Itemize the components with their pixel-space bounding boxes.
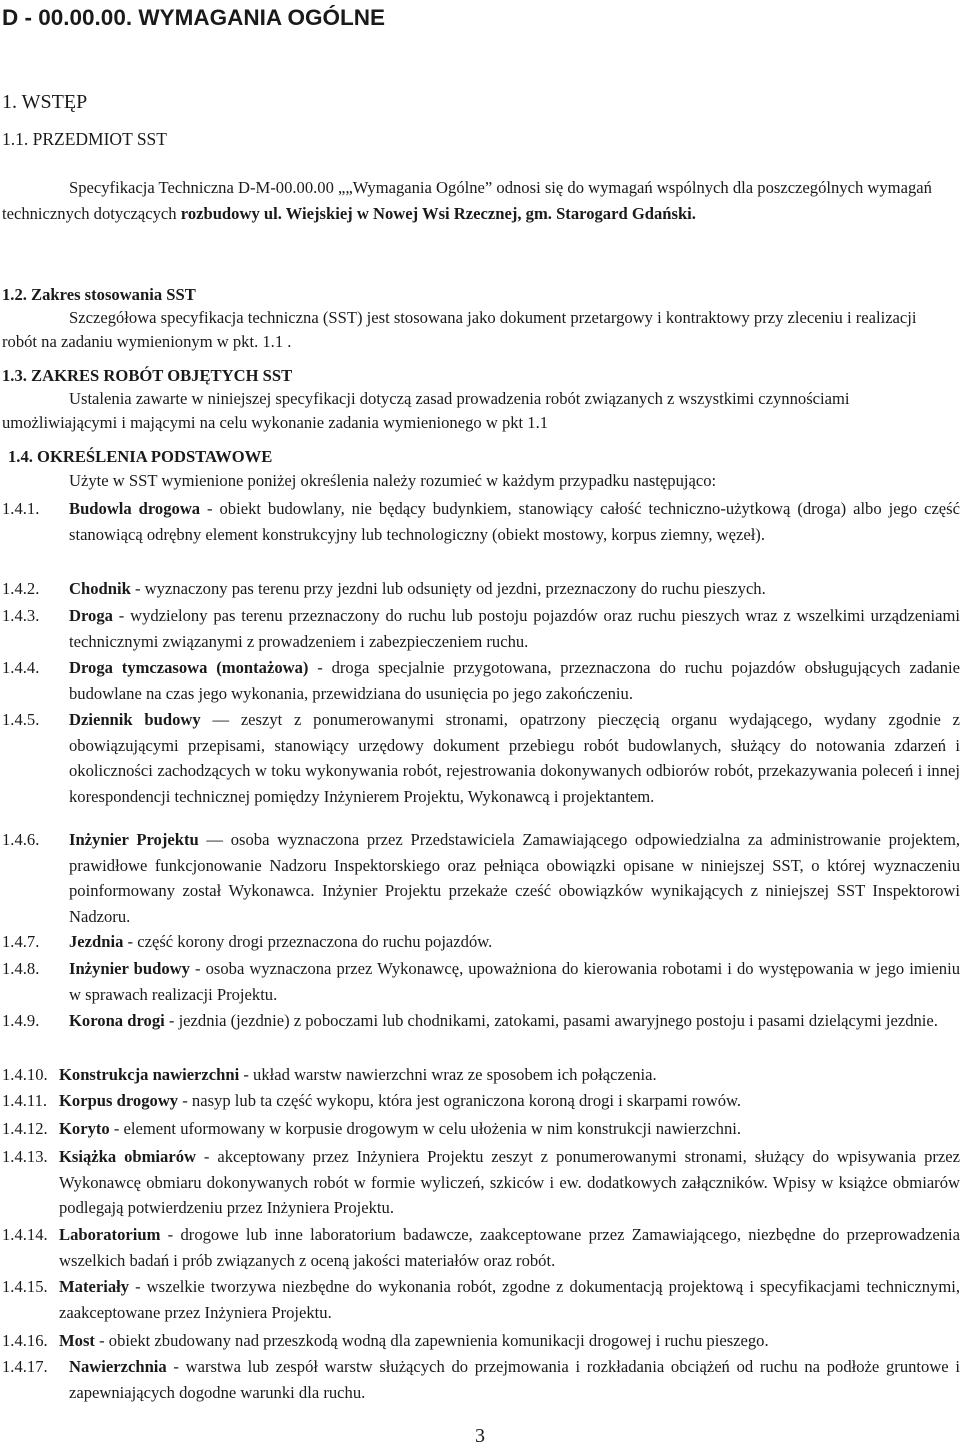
definition-item xyxy=(2,1116,960,1142)
definition-term: Inżynier budowy xyxy=(69,959,190,978)
section-1-4-text: Użyte w SST wymienione poniżej określenia należy rozumieć w każdym przypadku następująco: xyxy=(69,471,717,490)
definition-number: 1.4.17. xyxy=(2,1357,48,1376)
definition-number: 1.4.11. xyxy=(2,1091,48,1110)
definition-term: Chodnik xyxy=(69,579,131,598)
definition-number: 1.4.12. xyxy=(2,1119,48,1138)
definition-body xyxy=(69,496,960,547)
definition-term: Droga tymczasowa (montażowa) xyxy=(69,658,309,677)
definition-number: 1.4.4. xyxy=(2,658,40,677)
definition-number: 1.4.15. xyxy=(2,1277,48,1296)
page-number: 3 xyxy=(475,1425,485,1447)
definition-item xyxy=(2,655,960,706)
definition-term: Dziennik budowy xyxy=(69,710,201,729)
section-heading: 1. WSTĘP xyxy=(2,91,88,113)
definition-text: - jezdnia (jezdnie) z poboczami lub chodnikami, zatokami, pasami awaryjnego postoju i pasami dzielącymi jezdnie. xyxy=(164,1011,938,1030)
definition-term: Inżynier Projektu xyxy=(69,830,199,849)
definition-body xyxy=(69,603,960,654)
definition-text: — zeszyt z ponumerowanymi stronami, opatrzony pieczęcią organu wydającego, wydany zgodnie z obowiązującymi przepisami, stanowiący urzędowy dokument przebiegu robót budowlanych, służący do notowania zdarzeń i okoliczności zachodzących w toku wykonywania robót, rejestrowania dokonywanych odbiorów robót, przekazywania poleceń i innej korespondencji technicznej pomiędzy Inżynierem Projektu, Wykonawcą i projektantem. xyxy=(69,710,960,806)
definition-term: Nawierzchnia xyxy=(69,1357,167,1376)
section-1-3-text: Ustalenia zawarte w niniejszej specyfikacji dotyczą zasad prowadzenia robót związanych z wszystkimi czynnościami umożliwiającymi i mającymi na celu wykonanie zadania wymienionego w pkt 1.1 xyxy=(2,389,850,432)
definition-body xyxy=(59,1088,960,1114)
section-1-3-heading: 1.3. ZAKRES ROBÓT OBJĘTYCH SST xyxy=(2,366,293,385)
definition-text: - obiekt budowlany, nie będący budynkiem, stanowiący całość techniczno-użytkową (droga) albo jego część stanowiącą odrębny element konstrukcyjny lub technologiczny (obiekt mostowy, korpus ziemny, węzeł). xyxy=(69,499,960,544)
definition-item xyxy=(2,576,960,602)
definition-term: Budowla drogowa xyxy=(69,499,201,518)
definition-item xyxy=(2,1328,960,1354)
definition-term: Korpus drogowy xyxy=(59,1091,179,1110)
definition-term: Jezdnia xyxy=(69,932,124,951)
definition-text: - akceptowany przez Inżyniera Projektu zeszyt z ponumerowanymi stronami, służący do wpisywania przez Wykonawcę obmiaru dokonywanych robót w formie wyliczeń, szkiców i ew. dodatkowych załączników. Wpisy w książce obmiarów podlegają potwierdzeniu przez Inżyniera Projektu. xyxy=(59,1147,960,1217)
definition-body xyxy=(59,1328,960,1354)
definition-item xyxy=(2,1274,960,1325)
definition-item xyxy=(2,1088,960,1114)
definition-item xyxy=(2,1354,960,1405)
definition-item xyxy=(2,707,960,809)
definition-number: 1.4.3. xyxy=(2,606,40,625)
definition-term: Konstrukcja nawierzchni xyxy=(59,1065,240,1084)
definition-text: - obiekt zbudowany nad przeszkodą wodną dla zapewnienia komunikacji drogowej i ruchu pieszego. xyxy=(94,1331,769,1350)
definition-body xyxy=(59,1222,960,1273)
definition-text: - układ warstw nawierzchni wraz ze sposobem ich połączenia. xyxy=(239,1065,657,1084)
definition-text: - warstwa lub zespół warstw służących do przejmowania i rozkładania obciążeń od ruchu na podłoże gruntowe i zapewniających dogodne warunki dla ruchu. xyxy=(69,1357,960,1402)
intro-bold-text: rozbudowy ul. Wiejskiej w Nowej Wsi Rzecznej, gm. Starogard Gdański. xyxy=(180,203,696,223)
definition-number: 1.4.7. xyxy=(2,932,40,951)
section-1-2-heading: 1.2. Zakres stosowania SST xyxy=(2,285,196,304)
definition-body xyxy=(59,1062,960,1088)
definition-item xyxy=(2,956,960,1007)
definition-number: 1.4.16. xyxy=(2,1331,48,1350)
definition-body xyxy=(69,1008,960,1034)
definition-number: 1.4.1. xyxy=(2,499,40,518)
definition-item xyxy=(2,1222,960,1273)
definition-number: 1.4.14. xyxy=(2,1225,48,1244)
definition-item xyxy=(2,1144,960,1221)
definition-text: - część korony drogi przeznaczona do ruchu pojazdów. xyxy=(123,932,493,951)
definition-item xyxy=(2,496,960,547)
definition-number: 1.4.13. xyxy=(2,1147,48,1166)
definition-text: - element uformowany w korpusie drogowym w celu ułożenia w nim konstrukcji nawierzchni. xyxy=(109,1119,742,1138)
definition-number: 1.4.9. xyxy=(2,1011,40,1030)
definition-text: - wyznaczony pas terenu przy jezdni lub odsunięty od jezdni, przeznaczony do ruchu pieszych. xyxy=(130,579,766,598)
definition-body xyxy=(69,1354,960,1405)
definition-item xyxy=(2,827,960,929)
definition-term: Korona drogi xyxy=(69,1011,165,1030)
definition-number: 1.4.8. xyxy=(2,959,40,978)
intro-paragraph xyxy=(2,175,954,226)
definition-body xyxy=(69,655,960,706)
intro-text: Specyfikacja Techniczna D-M-00.00.00 „„Wymagania Ogólne” odnosi się do wymagań wspólnych dla poszczególnych wymagań technicznych dotyczących xyxy=(2,178,932,223)
definition-body xyxy=(59,1144,960,1221)
definition-item xyxy=(2,603,960,654)
definition-text: - wydzielony pas terenu przeznaczony do ruchu lub postoju pojazdów oraz ruchu pieszych wraz z wszelkimi urządzeniami technicznymi związanymi z prowadzeniem i zabezpieczeniem ruchu. xyxy=(69,606,960,651)
definition-text: — osoba wyznaczona przez Przedstawiciela Zamawiającego odpowiedzialna za administrowanie projektem, prawidłowe funkcjonowanie Nadzoru Inspektorskiego oraz pełniąca obowiązki opisane w niniejszej SST, o której wyznaczeniu poinformowany został Wykonawca. Inżynier Projektu przekaże cześć obowiązków wynikających z niniejszej SST Inspektorowi Nadzoru. xyxy=(69,830,960,926)
document-title: D - 00.00.00. WYMAGANIA OGÓLNE xyxy=(2,5,385,30)
definition-body xyxy=(69,929,960,955)
definition-item xyxy=(2,929,960,955)
definition-body xyxy=(69,576,960,602)
definition-text: - wszelkie tworzywa niezbędne do wykonania robót, zgodne z dokumentacją projektową i specyfikacjami technicznymi, zaakceptowane przez Inżyniera Projektu. xyxy=(59,1277,960,1322)
definition-body xyxy=(69,956,960,1007)
definition-term: Droga xyxy=(69,606,113,625)
definition-body xyxy=(59,1116,960,1142)
definition-text: - nasyp lub ta część wykopu, która jest ograniczona koroną drogi i skarpami rowów. xyxy=(178,1091,742,1110)
definition-text: - drogowe lub inne laboratorium badawcze, zaakceptowane przez Zamawiającego, niezbędne do przeprowadzenia wszelkich badań i prób związanych z oceną jakości materiałów oraz robót. xyxy=(59,1225,960,1270)
definition-body xyxy=(69,707,960,809)
section-1-4-heading: 1.4. OKREŚLENIA PODSTAWOWE xyxy=(8,447,273,466)
definition-number: 1.4.6. xyxy=(2,830,40,849)
subsection-heading: 1.1. PRZEDMIOT SST xyxy=(2,129,167,149)
definition-item xyxy=(2,1062,960,1088)
definition-term: Laboratorium xyxy=(59,1225,161,1244)
definition-item xyxy=(2,1008,960,1034)
definition-term: Koryto xyxy=(59,1119,110,1138)
definition-body xyxy=(59,1274,960,1325)
definition-text: - osoba wyznaczona przez Wykonawcę, upoważniona do kierowania robotami i do występowania w jego imieniu w sprawach realizacji Projektu. xyxy=(69,959,960,1004)
section-1-2-text: Szczegółowa specyfikacja techniczna (SST) jest stosowana jako dokument przetargowy i kontraktowy przy zleceniu i realizacji robót na zadaniu wymienionym w pkt. 1.1 . xyxy=(2,308,917,351)
definition-number: 1.4.10. xyxy=(2,1065,48,1084)
definition-term: Most xyxy=(59,1331,95,1350)
definition-term: Materiały xyxy=(59,1277,130,1296)
definition-number: 1.4.5. xyxy=(2,710,40,729)
definition-body xyxy=(69,827,960,929)
definition-text: - droga specjalnie przygotowana, przeznaczona do ruchu pojazdów obsługujących zadanie budowlane na czas jego wykonania, przewidziana do usunięcia po jego zakończeniu. xyxy=(69,658,960,703)
definition-number: 1.4.2. xyxy=(2,579,40,598)
definition-term: Książka obmiarów xyxy=(59,1147,196,1166)
